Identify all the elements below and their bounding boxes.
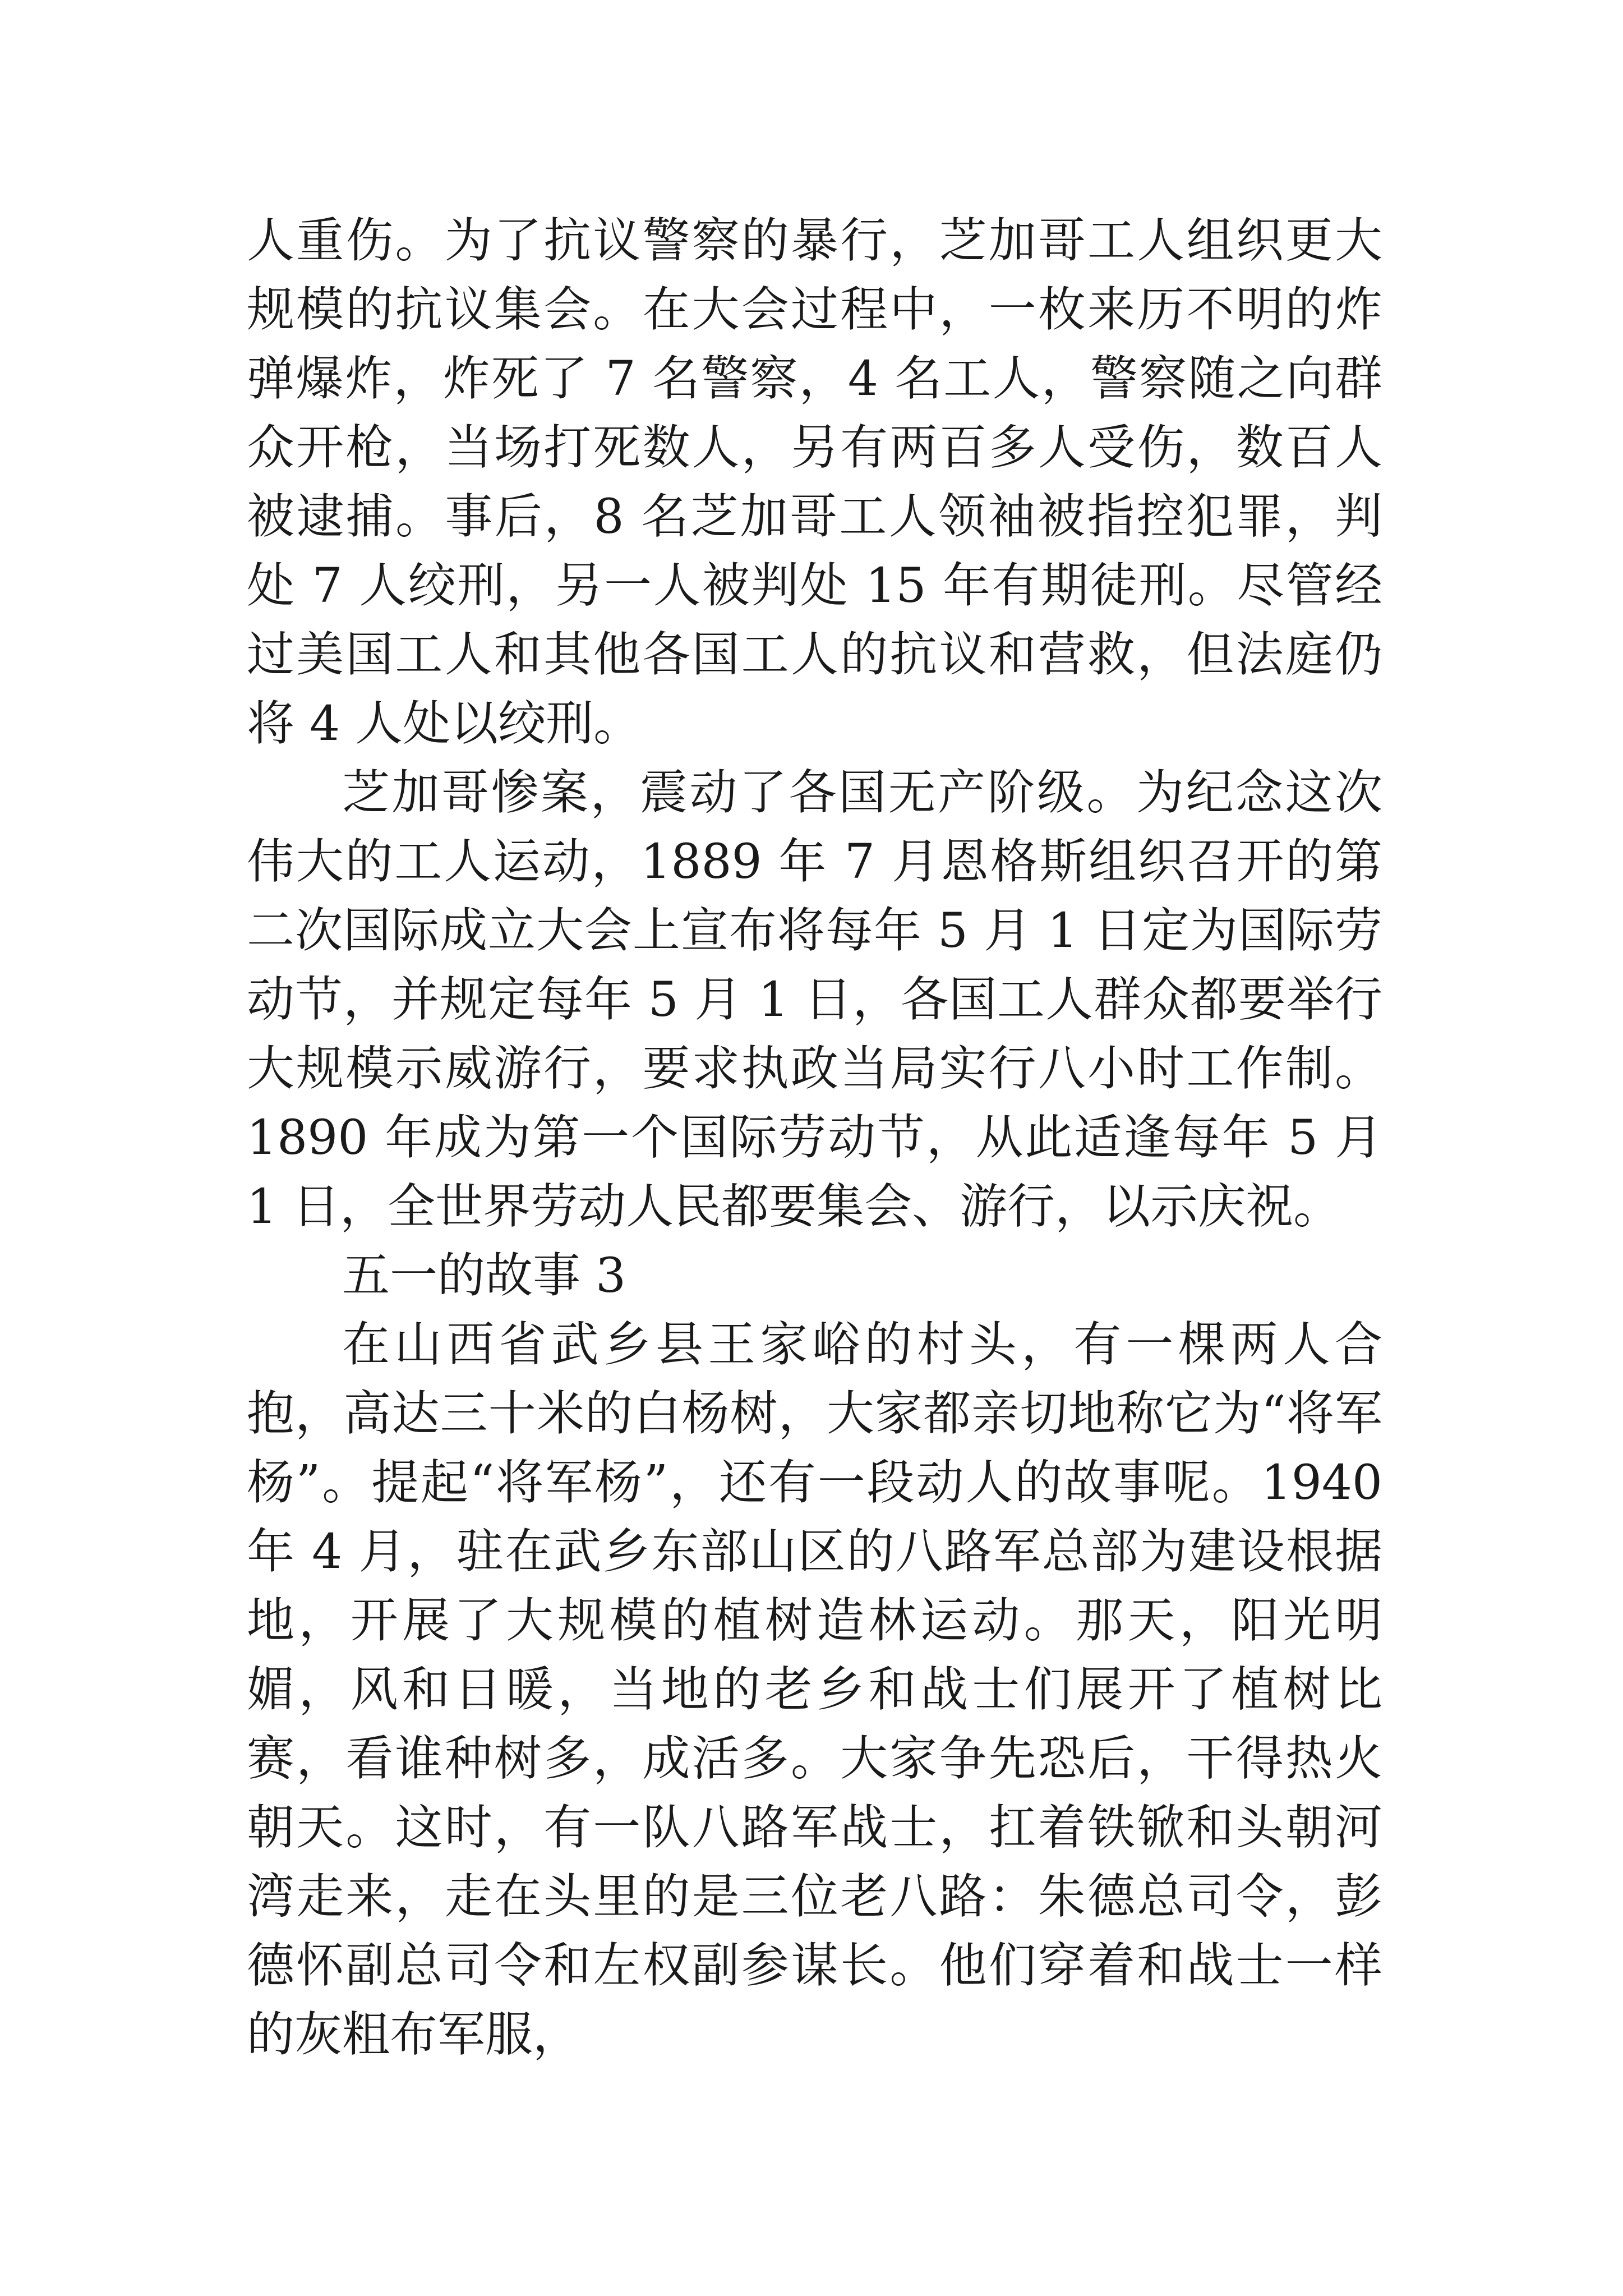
document-body <box>247 206 1382 2069</box>
paragraph-may-day-origin: 芝加哥惨案，震动了各国无产阶级。为纪念这次伟大的工人运动，1889 年 7 月恩格斯组织召开的第二次国际成立大会上宣布将每年 5 月 1 日定为国际劳动节，并规定每年 5 月 1 日，各国工人群众都要举行大规模示威游行，要求执政当局实行八小时工作制。1890 年成为第一个国际劳动节，从此适逢每年 5 月 1 日，全世界劳动人民都要集会、游行，以示庆祝。 <box>247 765 1382 1235</box>
paragraph-chicago-protest: 人重伤。为了抗议警察的暴行，芝加哥工人组织更大规模的抗议集会。在大会过程中，一枚来历不明的炸弹爆炸，炸死了 7 名警察，4 名工人，警察随之向群众开枪，当场打死数人，另有两百多人受伤，数百人被逮捕。事后，8 名芝加哥工人领袖被指控犯罪，判处 7 人绞刑，另一人被判处 15 年有期徒刑。尽管经过美国工人和其他各国工人的抗议和营救，但法庭仍将 4 人处以绞刑。 <box>247 213 1382 752</box>
section-heading-story-3: 五一的故事 3 <box>342 1248 626 1304</box>
paragraph-general-poplar: 在山西省武乡县王家峪的村头，有一棵两人合抱，高达三十米的白杨树，大家都亲切地称它为“将军杨”。提起“将军杨”，还有一段动人的故事呢。1940 年 4 月，驻在武乡东部山区的八路军总部为建设根据地，开展了大规模的植树造林运动。那天，阳光明媚，风和日暖，当地的老乡和战士们展开了植树比赛，看谁种树多，成活多。大家争先恐后，干得热火朝天。这时，有一队八路军战士，扛着铁锨和头朝河湾走来，走在头里的是三位老八路：朱德总司令，彭德怀副总司令和左权副参谋长。他们穿着和战士一样的灰粗布军服， <box>247 1317 1382 2063</box>
